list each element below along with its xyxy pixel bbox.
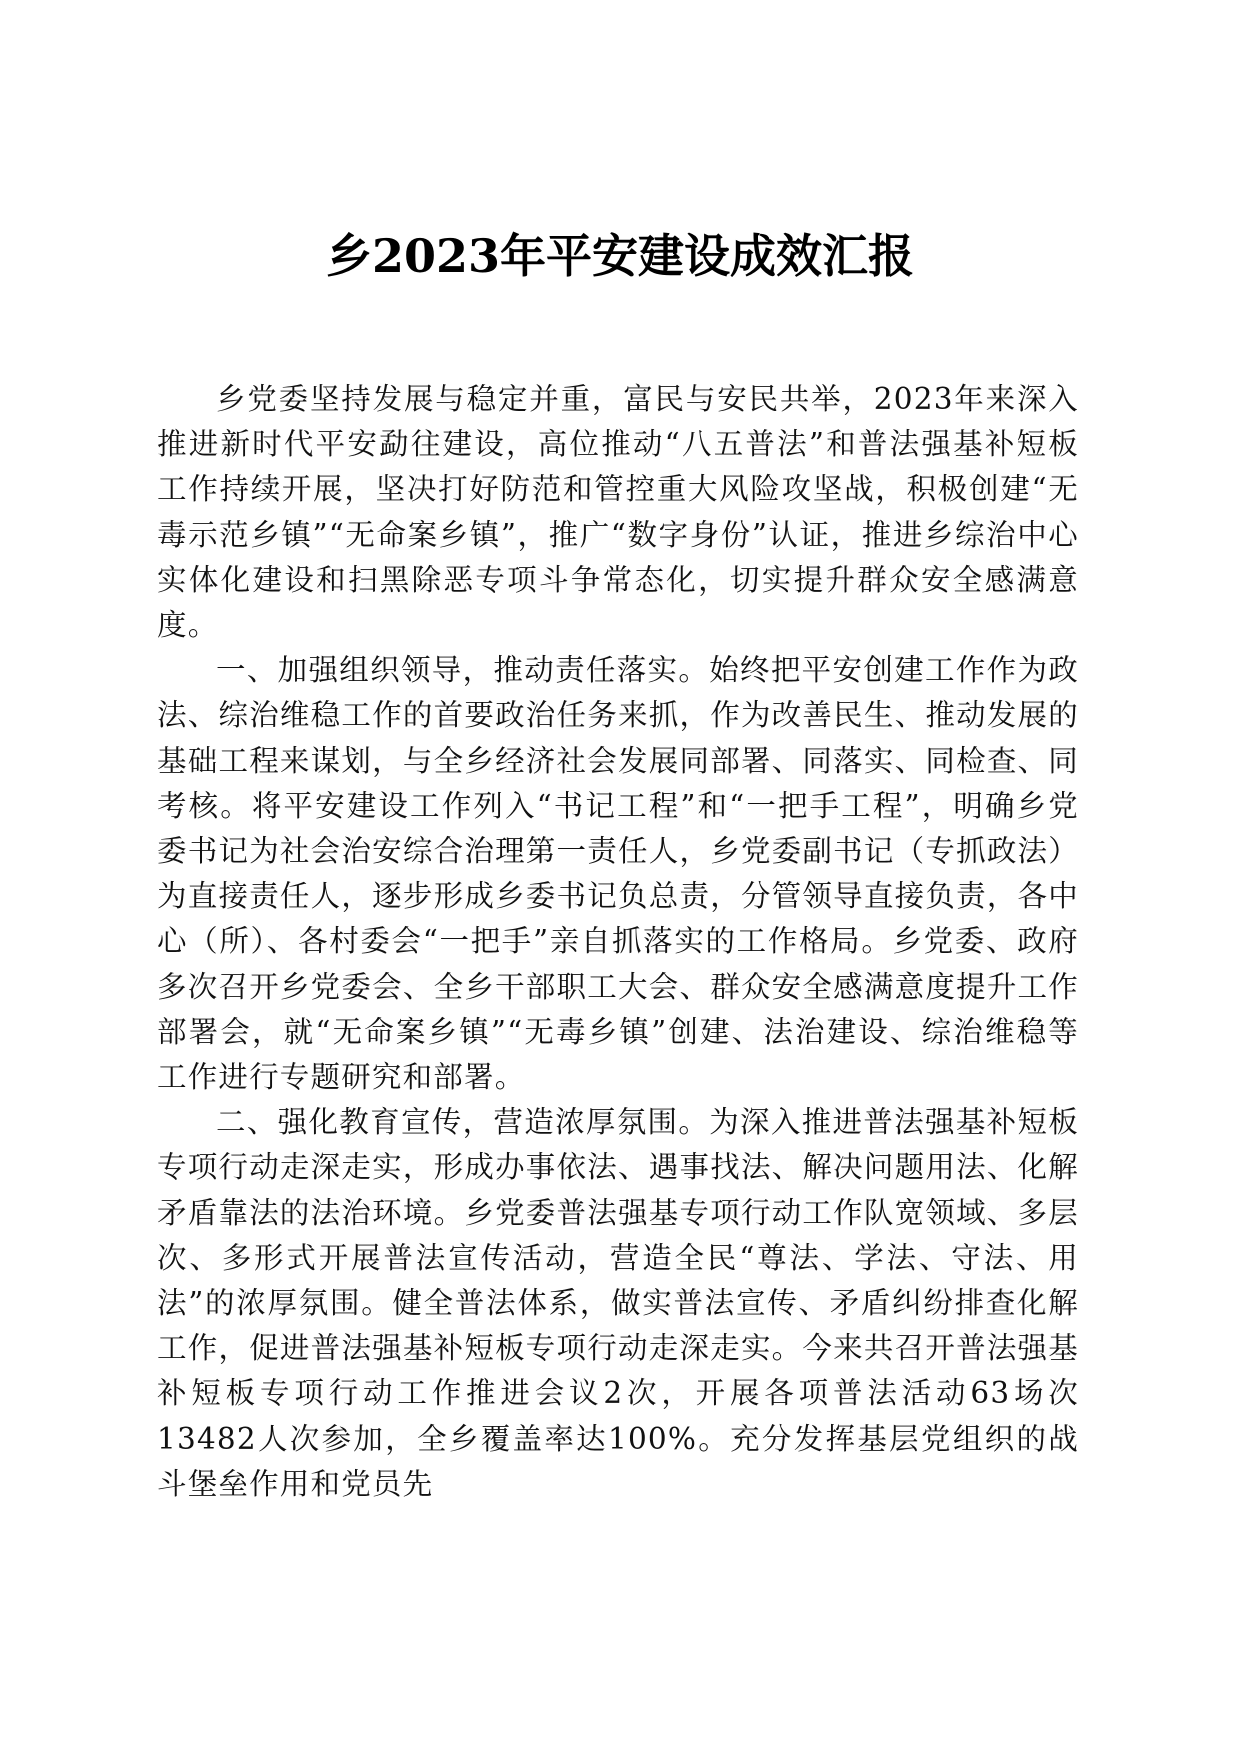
paragraph-section-two: 二、强化教育宣传，营造浓厚氛围。为深入推进普法强基补短板专项行动走深走实，形成办事依法、遇事找法、解决问题用法、化解矛盾靠法的法治环境。乡党委普法强基专项行动工作队宽领域、多层次、多形式开展普法宣传活动，营造全民“尊法、学法、守法、用法”的浓厚氛围。健全普法体系，做实普法宣传、矛盾纠纷排查化解工作，促进普法强基补短板专项行动走深走实。今来共召开普法强基补短板专项行动工作推进会议2次，开展各项普法活动63场次13482人次参加，全乡覆盖率达100%。充分发挥基层党组织的战斗堡垒作用和党员先	[157, 1105, 1079, 1501]
document-body	[157, 377, 1079, 1507]
paragraph-section-one: 一、加强组织领导，推动责任落实。始终把平安创建工作作为政法、综治维稳工作的首要政治任务来抓，作为改善民生、推动发展的基础工程来谋划，与全乡经济社会发展同部署、同落实、同检查、同考核。将平安建设工作列入“书记工程”和“一把手工程”，明确乡党委书记为社会治安综合治理第一责任人，乡党委副书记（专抓政法）为直接责任人，逐步形成乡委书记负总责，分管领导直接负责，各中心（所）、各村委会“一把手”亲自抓落实的工作格局。乡党委、政府多次召开乡党委会、全乡干部职工大会、群众安全感满意度提升工作部署会，就“无命案乡镇”“无毒乡镇”创建、法治建设、综治维稳等工作进行专题研究和部署。	[157, 653, 1079, 1095]
document-title: 乡2023年平安建设成效汇报	[325, 229, 915, 283]
paragraph-intro: 乡党委坚持发展与稳定并重，富民与安民共举，2023年来深入推进新时代平安勐往建设，高位推动“八五普法”和普法强基补短板工作持续开展，坚决打好防范和管控重大风险攻坚战，积极创建“无毒示范乡镇”“无命案乡镇”，推广“数字身份”认证，推进乡综治中心实体化建设和扫黑除恶专项斗争常态化，切实提升群众安全感满意度。	[157, 382, 1079, 643]
